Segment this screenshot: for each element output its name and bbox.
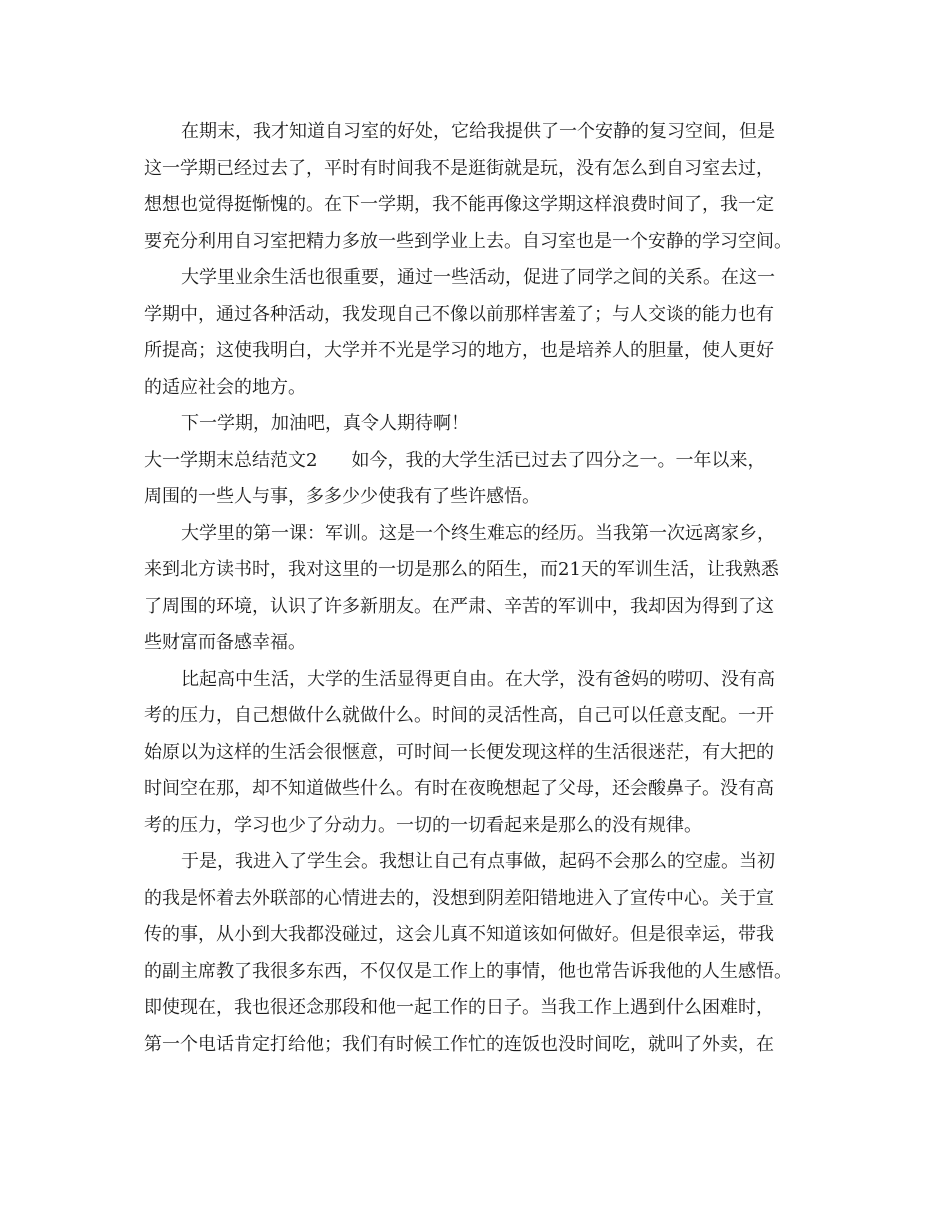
paragraph-line: 学期中，通过各种活动，我发现自己不像以前那样害羞了；与人交谈的能力也有 (144, 303, 774, 325)
paragraph-line: 来到北方读书时，我对这里的一切是那么的陌生，而21天的军训生活，让我熟悉 (144, 559, 779, 580)
paragraph-line: 在期末，我才知道自习室的好处，它给我提供了一个安静的复习空间，但是 (181, 121, 775, 142)
paragraph-line: 的适应社会的地方。 (144, 376, 306, 398)
paragraph-line: 始原以为这样的生活会很惬意，可时间一长便发现这样的生活很迷茫，有大把的 (144, 741, 774, 763)
section-heading: 大一学期末总结范文2 (144, 449, 318, 471)
paragraph-line: 想想也觉得挺惭愧的。在下一学期，我不能再像这学期这样浪费时间了，我一定 (144, 194, 774, 215)
paragraph-line: 了周围的环境，认识了许多新朋友。在严肃、辛苦的军训中，我却因为得到了这 (144, 595, 774, 617)
paragraph-line: 考的压力，自己想做什么就做什么。时间的灵活性高，自己可以任意支配。一开 (144, 705, 774, 726)
paragraph-line: 第一个电话肯定打给他；我们有时候工作忙的连饭也没时间吃，就叫了外卖，在 (144, 1033, 774, 1055)
paragraph-line: 下一学期，加油吧，真令人期待啊！ (181, 413, 469, 434)
paragraph-line: 即使现在，我也很还念那段和他一起工作的日子。当我工作上遇到什么困难时， (144, 997, 774, 1018)
paragraph-line: 周围的一些人与事，多多少少使我有了些许感悟。 (144, 486, 540, 507)
paragraph-line: 如今，我的大学生活已过去了四分之一。一年以来， (351, 449, 766, 471)
paragraph-line: 大学里业余生活也很重要，通过一些活动，促进了同学之间的关系。在这一 (181, 267, 775, 288)
document-body (144, 114, 812, 1063)
paragraph-line: 的副主席教了我很多东西，不仅仅是工作上的事情，他也常告诉我他的人生感悟。 (144, 960, 792, 982)
paragraph-line: 要充分利用自习室把精力多放一些到学业上去。自习室也是一个安静的学习空间。 (144, 230, 792, 252)
paragraph-line: 比起高中生活，大学的生活显得更自由。在大学，没有爸妈的唠叨、没有高 (181, 668, 775, 690)
paragraph-line: 些财富而备感幸福。 (144, 632, 306, 653)
paragraph-line: 考的压力，学习也少了分动力。一切的一切看起来是那么的没有规律。 (144, 814, 702, 836)
paragraph-line: 于是，我进入了学生会。我想让自己有点事做，起码不会那么的空虚。当初 (181, 851, 775, 872)
paragraph-line: 时间空在那，却不知道做些什么。有时在夜晚想起了父母，还会酸鼻子。没有高 (144, 778, 774, 799)
paragraph-line: 所提高；这使我明白，大学并不光是学习的地方，也是培养人的胆量，使人更好 (144, 340, 774, 361)
paragraph-line: 传的事，从小到大我都没碰过，这会儿真不知道该如何做好。但是很幸运，带我 (144, 924, 774, 945)
section-heading-line (144, 443, 812, 480)
paragraph-line: 的我是怀着去外联部的心情进去的，没想到阴差阳错地进入了宣传中心。关于宣 (144, 887, 774, 909)
paragraph-line: 这一学期已经过去了，平时有时间我不是逛街就是玩，没有怎么到自习室去过， (144, 157, 774, 179)
paragraph-line: 大学里的第一课：军训。这是一个终生难忘的经历。当我第一次远离家乡， (181, 522, 775, 544)
